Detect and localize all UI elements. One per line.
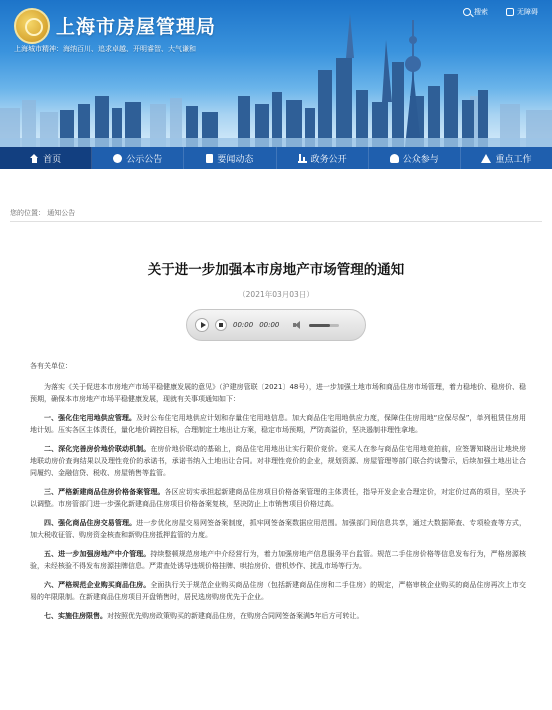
chat-icon [113, 154, 122, 163]
section-heading: 二、深化完善房价地价联动机制。 [44, 445, 151, 453]
section-text: 对按照优先购房政策购买的新建商品住房，在购房合同网签备案满5年后方可转让。 [107, 612, 364, 620]
nav-item-announcements[interactable] [92, 147, 184, 169]
section-text: 及时公布住宅用地供应计划和存量住宅用地信息。加大商品住宅用地供应力度，保障住住房用地“应保尽保”，单列租赁住房用地计划。压实各区主体责任，量化地价调控目标，合理制定土地出让方案，稳定市场预期，严防高溢价，坚决遏制非理性拿地。 [30, 414, 526, 434]
volume-slider[interactable] [309, 324, 339, 327]
section-text: 在房价地价联动的基础上，商品住宅用地出让实行限价竞价。竞买人在参与商品住宅用地竞拍前，应签署知晓出让地块房地联动房价查询结果以及理性竞价的承诺书，承诺书纳入土地出让合同。对非理性竞价的企业，规划资源、房屋管理等部门联合约谈警示，后续加强土地出让合同履约、金融信贷、税收、房屋销售等监管。 [30, 445, 526, 477]
search-icon [463, 8, 471, 16]
site-title[interactable]: 上海市房屋管理局 [56, 16, 217, 38]
site-logo[interactable] [14, 8, 50, 44]
article-date: （2021年03月03日） [238, 290, 314, 299]
search-link[interactable] [463, 7, 488, 17]
volume-level [309, 324, 330, 327]
section-paragraph [30, 443, 526, 479]
section-heading: 四、强化商品住房交易管理。 [44, 519, 137, 527]
accessibility-link[interactable] [506, 7, 538, 17]
home-icon [30, 154, 39, 163]
main-nav [0, 147, 552, 169]
nav-label: 要闻动态 [217, 154, 254, 165]
nav-item-public-participation[interactable] [369, 147, 461, 169]
site-motto: 上海城市精神：海纳百川、追求卓越、开明睿智、大气谦和 [14, 45, 196, 53]
section-text: 各区应切实承担起新建商品住房项目价格备案管理的主体责任，指导开发企业合理定价，对定价过高的项目，坚决予以调整。市房管部门进一步强化新建商品住房项目价格备案复核，坚决防止上市销售项目价格过高。 [30, 488, 527, 508]
section-text: 全面执行关于规范企业购买商品住房（包括新建商品住房和二手住房）的规定，严格审核企业购买的商品住房再次上市交易的年限限制。在新建商品住房项目开盘销售时，居民选房购房优先于企业。 [30, 581, 526, 601]
header-tools [463, 7, 538, 17]
intro-paragraph: 为落实《关于促进本市房地产市场平稳健康发展的意见》（沪建房管联〔2021〕48号），进一步加强土地市场和商品住房市场管理，着力稳地价、稳房价、稳预期，确保本市房地产市场平稳健康发展，现就有关事项通知如下： [30, 383, 526, 403]
nav-label: 首页 [43, 154, 62, 165]
duration-time: 00:00 [259, 321, 280, 329]
nav-item-government-affairs[interactable] [277, 147, 369, 169]
breadcrumb [10, 208, 75, 218]
star-icon [481, 154, 491, 163]
nav-label: 公众参与 [402, 154, 439, 165]
document-icon [206, 154, 213, 163]
section-text: 进一步优化房屋交易网签备案制度，抓牢网签备案数据应用范围。加强部门间信息共享，通过大数据筛查、专项检查等方式，加大税收征管、购房资金核查和新购住房抵押监管的力度。 [30, 519, 527, 539]
play-button[interactable] [195, 318, 209, 332]
section-paragraph [30, 610, 526, 622]
section-paragraph [30, 548, 526, 572]
accessibility-icon [506, 8, 514, 16]
article-title: 关于进一步加强本市房地产市场管理的通知 [147, 262, 405, 278]
greeting: 各有关单位： [30, 362, 72, 370]
section-heading: 一、强化住宅用地供应管理。 [44, 414, 137, 422]
section-paragraph [30, 579, 526, 603]
bar-chart-icon [298, 154, 307, 163]
breadcrumb-label: 您的位置： [10, 209, 45, 217]
section-heading: 七、实施住房限售。 [44, 612, 107, 620]
site-header [0, 0, 552, 147]
audio-player [186, 309, 366, 341]
nav-item-home[interactable] [0, 147, 92, 169]
nav-label: 政务公开 [310, 154, 347, 165]
section-text: 持续整顿规范房地产中介经营行为，着力加强房地产信息服务平台监管。规范二手住房价格等信息发布行为，严格房源核验，未经核验不得发布房源挂牌信息。严肃查处诱导违规价格挂牌、哄抬房价、借机炒作、扰乱市场等行为。 [30, 550, 526, 570]
section-paragraph [30, 412, 526, 436]
people-icon [390, 154, 399, 163]
breadcrumb-current[interactable]: 通知公告 [47, 209, 76, 217]
nav-label: 重点工作 [495, 154, 532, 165]
nav-item-news[interactable] [184, 147, 276, 169]
stop-button[interactable] [215, 319, 227, 331]
section-heading: 五、进一步加强房地产中介管理。 [44, 550, 151, 558]
section-heading: 六、严格规范企业购买商品住房。 [44, 581, 151, 589]
section-heading: 三、严格新建商品住房价格备案管理。 [44, 488, 165, 496]
volume-icon[interactable] [293, 321, 303, 329]
section-paragraph [30, 517, 526, 541]
search-label: 搜索 [474, 8, 488, 16]
nav-label: 公示公告 [126, 154, 163, 165]
article-body [30, 360, 526, 629]
section-paragraph [30, 486, 526, 510]
breadcrumb-divider [10, 221, 542, 222]
accessibility-label: 无障碍 [517, 8, 538, 16]
current-time: 00:00 [233, 321, 254, 329]
nav-item-key-work[interactable] [461, 147, 552, 169]
